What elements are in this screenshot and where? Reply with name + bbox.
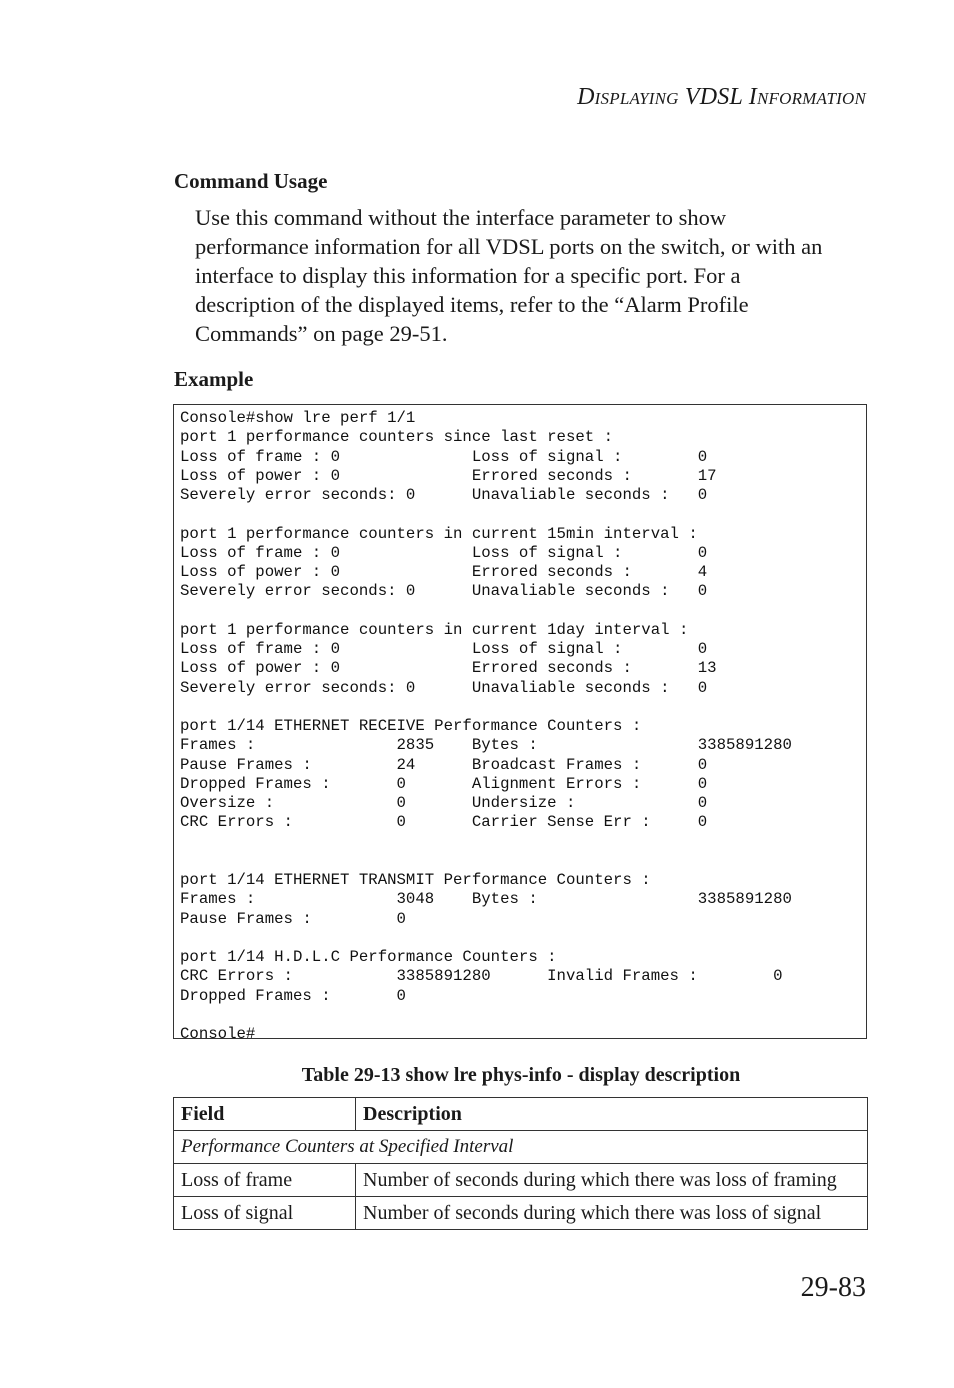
code-line <box>180 929 860 948</box>
paragraph-line: Use this command without the interface parameter to show <box>195 205 727 230</box>
code-line <box>180 602 860 621</box>
code-line: port 1/14 H.D.L.C Performance Counters : <box>180 948 557 966</box>
page-number: 29-83 <box>800 1272 866 1303</box>
running-header-part-3: NFORMATION <box>756 89 866 108</box>
code-example-box <box>173 404 867 1043</box>
code-line: Frames : 2835 Bytes : 3385891280 <box>180 736 792 755</box>
paragraph-line: Commands” on page 29-51. <box>195 321 448 346</box>
table-row <box>174 1164 868 1197</box>
code-line <box>180 833 860 852</box>
code-line: CRC Errors : 0 Carrier Sense Err : 0 <box>180 813 708 832</box>
code-line: Loss of frame : 0 Loss of signal : 0 <box>180 543 708 562</box>
code-line: Loss of power : 0 Errored seconds : 13 <box>180 659 717 678</box>
code-line: port 1/14 ETHERNET TRANSMIT Performance Counters : <box>180 871 651 889</box>
table-header-row <box>174 1098 868 1131</box>
code-line: Pause Frames : 0 <box>180 909 406 928</box>
paragraph-line: interface to display this information for a specific port. For a <box>195 263 741 288</box>
code-line <box>180 1006 860 1025</box>
table-section-row <box>174 1131 868 1164</box>
code-line: Loss of power : 0 Errored seconds : 17 <box>180 466 717 485</box>
code-line <box>180 852 860 871</box>
running-header-part-0: D <box>577 84 595 110</box>
table-section-title: Performance Counters at Specified Interval <box>174 1131 868 1164</box>
code-line: CRC Errors : 3385891280 Invalid Frames : 0 <box>180 967 783 986</box>
running-header-part-1: ISPLAYING <box>594 89 679 108</box>
code-line: port 1 performance counters in current 1day interval : <box>180 620 689 639</box>
code-line: port 1/14 ETHERNET RECEIVE Performance Counters : <box>180 717 642 735</box>
command-usage-paragraph <box>195 203 875 348</box>
code-line: Console#show lre perf 1/1 <box>180 409 416 427</box>
code-line: Pause Frames : 24 Broadcast Frames : 0 <box>180 755 708 774</box>
code-line: Severely error seconds: 0 Unavaliable seconds : 0 <box>180 678 708 697</box>
code-line: Dropped Frames : 0 Alignment Errors : 0 <box>180 774 708 793</box>
table-cell-field: Loss of signal <box>174 1197 356 1230</box>
table-header-description: Description <box>356 1098 868 1131</box>
running-header <box>577 84 866 111</box>
code-line: port 1 performance counters in current 15min interval : <box>180 524 698 543</box>
command-usage-heading: Command Usage <box>174 169 328 193</box>
table-cell-description: Number of seconds during which there was loss of framing <box>356 1164 868 1197</box>
table-row <box>174 1197 868 1230</box>
code-line: port 1 performance counters since last reset : <box>180 428 614 447</box>
paragraph-line: description of the displayed items, refer to the “Alarm Profile <box>195 292 749 317</box>
running-header-part-2: VDSL I <box>678 84 757 110</box>
table-cell-field: Loss of frame <box>174 1164 356 1197</box>
table-header-field: Field <box>174 1098 356 1131</box>
example-heading: Example <box>174 367 254 391</box>
code-line <box>180 698 860 717</box>
code-line <box>180 505 860 524</box>
code-line: Frames : 3048 Bytes : 3385891280 <box>180 890 792 909</box>
code-line: Oversize : 0 Undersize : 0 <box>180 794 708 812</box>
code-line: Loss of frame : 0 Loss of signal : 0 <box>180 640 708 658</box>
code-line: Dropped Frames : 0 <box>180 986 406 1005</box>
table-caption: Table 29-13 show lre phys-info - display description <box>301 1064 741 1086</box>
code-line: Loss of power : 0 Errored seconds : 4 <box>180 563 708 581</box>
code-line: Console# <box>180 1025 256 1043</box>
code-line: Severely error seconds: 0 Unavaliable seconds : 0 <box>180 582 708 601</box>
table-cell-description: Number of seconds during which there was loss of signal <box>356 1197 868 1230</box>
description-table <box>173 1097 868 1230</box>
code-line: Severely error seconds: 0 Unavaliable seconds : 0 <box>180 486 708 504</box>
code-line: Loss of frame : 0 Loss of signal : 0 <box>180 447 708 466</box>
paragraph-line: performance information for all VDSL ports on the switch, or with an <box>195 234 823 259</box>
